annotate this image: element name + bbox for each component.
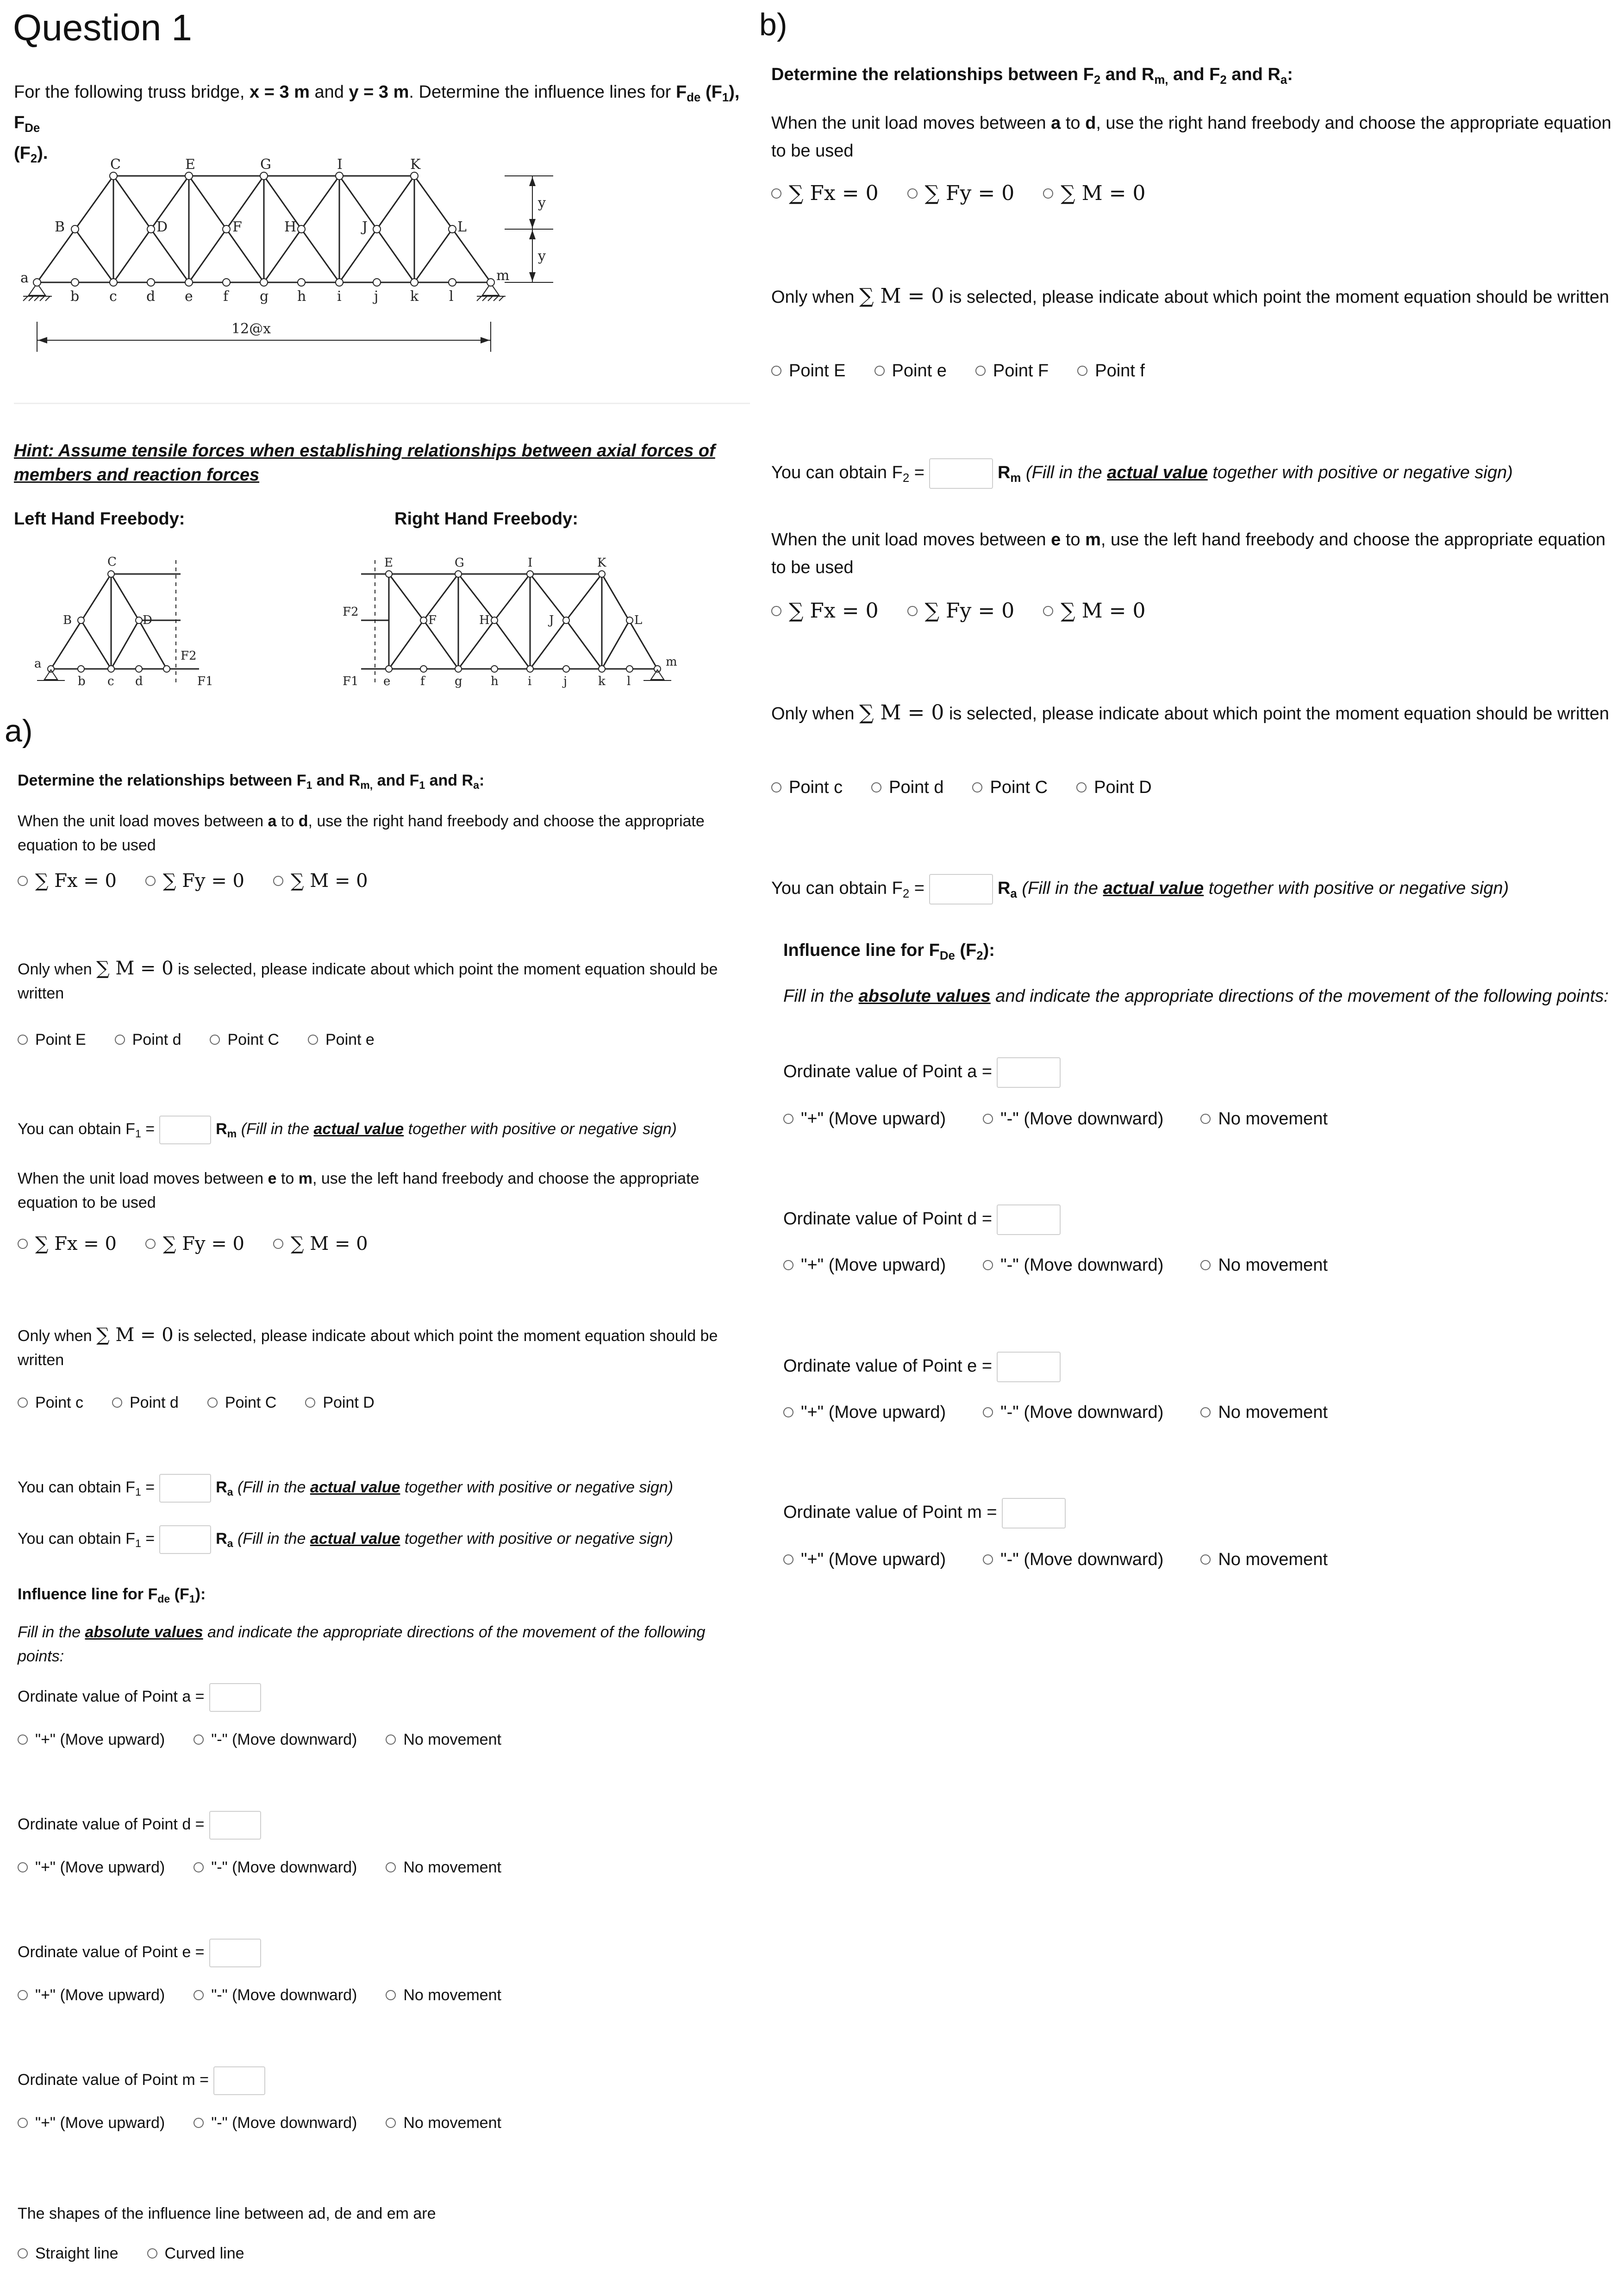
fb-right-label-G: G — [455, 556, 464, 570]
fb-left-label-b: b — [78, 674, 86, 688]
eq-option-sum-m[interactable]: ∑ M = 0 — [273, 870, 368, 892]
dimension-y-lower: y — [538, 248, 546, 264]
part-b-direction-m — [783, 1547, 1356, 1572]
joint-label-c: c — [109, 288, 117, 305]
joint-label-H: H — [284, 219, 297, 235]
radio-circle[interactable] — [1076, 782, 1087, 792]
eq-option-sum-fx[interactable]: ∑ Fx = 0 — [771, 181, 879, 205]
part-b-il-heading: Influence line for $F_{De}$ $(F_2)$: — [783, 941, 995, 962]
no-movement-option[interactable]: No movement — [1200, 1253, 1328, 1278]
part-a-direction-e — [18, 1983, 530, 2007]
radio-circle[interactable] — [18, 1990, 28, 2000]
fb-right-label-f1: F1 — [343, 674, 359, 688]
radio-circle[interactable] — [273, 1239, 283, 1249]
radio-circle[interactable] — [783, 1554, 793, 1565]
point-option-C[interactable]: Point C — [972, 775, 1048, 800]
right-freebody-label: Right Hand Freebody: — [394, 509, 578, 529]
part-b-obtain-1: You can obtain $F_2 = R_m$ (Fill in the actual value together with positive or negative sign) — [771, 458, 1513, 491]
part-b-points-2 — [771, 775, 1181, 800]
part-b-direction-a — [783, 1106, 1356, 1131]
part-b-heading: Determine the relationships between $F_2$ and $R_{m,}$ and $F_2$ and $R_a$: — [771, 65, 1293, 87]
radio-circle[interactable] — [783, 1114, 793, 1124]
radio-circle[interactable] — [771, 366, 781, 376]
joint-label-g: g — [260, 288, 269, 305]
no-movement-option[interactable]: No movement — [1200, 1106, 1328, 1131]
part-b-q2-text: When the unit load moves between e to m, use the left hand freebody and choose the appropriate equation to be used — [771, 530, 1606, 577]
fb-right-label-f2: F2 — [343, 605, 359, 619]
radio-circle[interactable] — [771, 782, 781, 792]
joint-label-G: G — [260, 156, 271, 173]
direction-up-option[interactable]: "+" (Move upward) — [18, 1983, 165, 2007]
direction-down-option[interactable]: "-" (Move downward) — [983, 1106, 1163, 1131]
part-a-heading: Determine the relationships between $F_1$ and $R_{m,}$ and $F_1$ and $R_a$: — [18, 772, 485, 791]
point-option-F[interactable]: Point F — [975, 358, 1049, 383]
direction-up-option[interactable]: "+" (Move upward) — [18, 2111, 165, 2135]
eq-option-sum-m[interactable]: ∑ M = 0 — [1043, 599, 1145, 623]
part-a-ordinate-e: Ordinate value of Point e = — [18, 1939, 266, 1967]
part-b-q1-text: When the unit load moves between a to d, use the right hand freebody and choose the appropriate equation to be used — [771, 113, 1612, 161]
radio-circle[interactable] — [145, 1239, 156, 1249]
part-b-only-when-text-1: Only when ∑ M = 0 is selected, please indicate about which point the moment equation should be written — [771, 284, 1609, 308]
radio-circle[interactable] — [983, 1407, 993, 1417]
part-a-q1-text: When the unit load moves between a to d, use the right hand freebody and choose the appropriate equation to be used — [18, 812, 705, 854]
radio-circle[interactable] — [1043, 606, 1053, 616]
fb-left-label-C: C — [107, 555, 117, 569]
part-b-q2-equations — [771, 599, 1174, 623]
part-a-only-when-text-2: Only when ∑ M = 0 is selected, please indicate about which point the moment equation should be written — [18, 1324, 718, 1369]
fb-right-label-j: j — [563, 674, 568, 688]
direction-down-option[interactable]: "-" (Move downward) — [983, 1547, 1163, 1572]
point-option-d[interactable]: Point d — [112, 1391, 179, 1415]
part-a-direction-m — [18, 2111, 530, 2135]
point-option-C[interactable]: Point C — [207, 1391, 277, 1415]
eq-option-sum-m[interactable]: ∑ M = 0 — [273, 1233, 368, 1254]
point-option-C[interactable]: Point C — [210, 1028, 279, 1052]
joint-label-k: k — [410, 288, 419, 305]
radio-circle[interactable] — [1200, 1114, 1211, 1124]
fb-right-label-J: J — [549, 613, 554, 627]
joint-label-b: b — [70, 288, 80, 305]
radio-circle[interactable] — [907, 606, 918, 616]
radio-circle[interactable] — [18, 1862, 28, 1872]
radio-circle[interactable] — [983, 1260, 993, 1270]
dimension-y-upper: y — [538, 195, 546, 211]
ordinate-input-a[interactable] — [997, 1057, 1061, 1088]
part-a-ordinate-m: Ordinate value of Point m = — [18, 2066, 270, 2095]
joint-label-l: l — [449, 288, 454, 305]
joint-label-m: m — [496, 268, 510, 284]
ordinate-input-d[interactable] — [997, 1204, 1061, 1235]
joint-label-a: a — [20, 270, 29, 286]
no-movement-option[interactable]: No movement — [386, 1983, 501, 2007]
fb-left-label-d: d — [135, 674, 143, 688]
fb-right-label-H: H — [479, 613, 490, 627]
radio-circle[interactable] — [210, 1035, 220, 1045]
point-option-d[interactable]: Point d — [115, 1028, 181, 1052]
no-movement-option[interactable]: No movement — [386, 1855, 501, 1879]
no-movement-option[interactable]: No movement — [386, 2111, 501, 2135]
radio-circle[interactable] — [1200, 1554, 1211, 1565]
ordinate-input-e[interactable] — [997, 1352, 1061, 1382]
part-b-ordinate-d: Ordinate value of Point d = — [783, 1204, 1065, 1235]
part-a-shape-options — [18, 2241, 273, 2265]
fb-left-label-f2: F2 — [181, 649, 197, 663]
radio-circle[interactable] — [18, 2248, 28, 2259]
joint-label-f: f — [223, 288, 229, 305]
joint-label-j: j — [374, 288, 379, 305]
fb-right-label-m: m — [666, 655, 677, 669]
radio-circle[interactable] — [1200, 1260, 1211, 1270]
joint-label-E: E — [185, 156, 195, 173]
fb-right-label-e: e — [383, 674, 391, 688]
radio-circle[interactable] — [145, 876, 156, 886]
point-option-E[interactable]: Point E — [18, 1028, 86, 1052]
part-b-q1-equations — [771, 181, 1174, 205]
fb-left-label-f1: F1 — [197, 674, 213, 688]
joint-label-h: h — [297, 288, 306, 305]
radio-circle[interactable] — [18, 1035, 28, 1045]
radio-circle[interactable] — [771, 188, 781, 199]
right-freebody-diagram — [333, 546, 731, 704]
point-option-c[interactable]: Point c — [18, 1391, 83, 1415]
part-a-label: a) — [5, 713, 33, 749]
part-a-abs-instructions: Fill in the absolute values and indicate the appropriate directions of the movement of the following points: — [18, 1623, 706, 1665]
radio-circle[interactable] — [386, 2118, 396, 2128]
no-movement-option[interactable]: No movement — [386, 1728, 501, 1752]
joint-label-D: D — [156, 219, 168, 235]
question-intro: For the following truss bridge, x = 3 m and y = 3 m. Determine the influence lines for $F_{de}$ $(F_1)$, $F_{De}$ $(F_2)$. — [14, 82, 740, 165]
divider — [14, 403, 750, 404]
point-option-E[interactable]: Point E — [771, 358, 846, 383]
hint-text: Hint: Assume tensile forces when establishing relationships between axial forces of members and reaction forces — [14, 441, 715, 485]
direction-down-option[interactable]: "-" (Move downward) — [194, 2111, 357, 2135]
no-movement-option[interactable]: No movement — [1200, 1400, 1328, 1425]
fb-right-label-g: g — [455, 674, 462, 688]
direction-up-option[interactable]: "+" (Move upward) — [783, 1400, 946, 1425]
radio-circle[interactable] — [194, 1734, 204, 1745]
fb-left-label-c: c — [107, 674, 114, 688]
radio-circle[interactable] — [386, 1990, 396, 2000]
radio-circle[interactable] — [1043, 188, 1053, 199]
no-movement-option[interactable]: No movement — [1200, 1547, 1328, 1572]
joint-label-B: B — [55, 219, 65, 235]
joint-label-F: F — [232, 219, 242, 235]
direction-up-option[interactable]: "+" (Move upward) — [18, 1728, 165, 1752]
fb-right-label-F: F — [428, 613, 437, 627]
joint-label-J: J — [362, 219, 368, 235]
part-a-only-when-text-1: Only when ∑ M = 0 is selected, please indicate about which point the moment equation should be written — [18, 958, 718, 1002]
radio-circle[interactable] — [147, 2248, 157, 2259]
part-b-only-when-text-2: Only when ∑ M = 0 is selected, please indicate about which point the moment equation should be written — [771, 701, 1609, 724]
radio-circle[interactable] — [115, 1035, 125, 1045]
part-b-direction-d — [783, 1253, 1356, 1278]
point-option-e[interactable]: Point e — [308, 1028, 375, 1052]
radio-circle[interactable] — [871, 782, 881, 792]
ordinate-input-d[interactable] — [209, 1811, 261, 1840]
part-a-ordinate-d: Ordinate value of Point d = — [18, 1811, 266, 1840]
point-option-d[interactable]: Point d — [871, 775, 943, 800]
answer-input-f1-ra-1[interactable] — [159, 1474, 211, 1503]
eq-option-sum-m[interactable]: ∑ M = 0 — [1043, 181, 1145, 205]
ordinate-input-a[interactable] — [209, 1683, 261, 1712]
radio-circle[interactable] — [18, 2118, 28, 2128]
part-a-il-heading: Influence line for $F_{de}$ $(F_1)$: — [18, 1585, 206, 1605]
joint-label-d: d — [146, 288, 156, 305]
part-b-ordinate-m: Ordinate value of Point m = — [783, 1498, 1070, 1529]
point-option-f[interactable]: Point f — [1077, 358, 1145, 383]
fb-left-label-a: a — [34, 657, 42, 671]
ordinate-input-m[interactable] — [213, 2066, 265, 2095]
part-a-obtain-3: You can obtain $F_1 = R_a$ (Fill in the actual value together with positive or negative sign) — [18, 1525, 673, 1555]
direction-down-option[interactable]: "-" (Move downward) — [983, 1400, 1163, 1425]
eq-option-sum-fy[interactable]: ∑ Fy = 0 — [145, 1233, 244, 1254]
radio-circle[interactable] — [18, 1239, 28, 1249]
radio-circle[interactable] — [18, 1398, 28, 1408]
eq-option-sum-fy[interactable]: ∑ Fy = 0 — [907, 599, 1015, 623]
part-b-ordinate-e: Ordinate value of Point e = — [783, 1352, 1065, 1382]
fb-right-label-i: i — [528, 674, 532, 688]
part-a-points-1 — [18, 1028, 403, 1052]
radio-circle[interactable] — [194, 1862, 204, 1872]
radio-circle[interactable] — [386, 1862, 396, 1872]
fb-left-label-B: B — [63, 613, 72, 627]
direction-up-option[interactable]: "+" (Move upward) — [18, 1855, 165, 1879]
span-dimension-label: 12@x — [231, 321, 271, 337]
radio-circle[interactable] — [975, 366, 986, 376]
radio-circle[interactable] — [1077, 366, 1087, 376]
radio-circle[interactable] — [983, 1554, 993, 1565]
curved-line-option[interactable]: Curved line — [147, 2241, 244, 2265]
eq-option-sum-fx[interactable]: ∑ Fx = 0 — [18, 870, 117, 892]
point-option-D[interactable]: Point D — [1076, 775, 1152, 800]
direction-down-option[interactable]: "-" (Move downward) — [194, 1855, 357, 1879]
radio-circle[interactable] — [207, 1398, 218, 1408]
part-a-direction-a — [18, 1728, 530, 1752]
direction-up-option[interactable]: "+" (Move upward) — [783, 1547, 946, 1572]
part-b-label: b) — [759, 7, 787, 42]
question-title: Question 1 — [13, 7, 192, 48]
part-b-abs-instructions: Fill in the absolute values and indicate the appropriate directions of the movement of the following points: — [783, 986, 1609, 1006]
radio-circle[interactable] — [907, 188, 918, 199]
direction-down-option[interactable]: "-" (Move downward) — [194, 1983, 357, 2007]
joint-label-L: L — [457, 219, 467, 235]
part-a-obtain-1: You can obtain $F_1 = R_m$ (Fill in the actual value together with positive or negative sign) — [18, 1116, 677, 1146]
joint-label-C: C — [110, 156, 121, 173]
ordinate-input-e[interactable] — [209, 1939, 261, 1967]
part-b-points-1 — [771, 358, 1174, 383]
part-b-ordinate-a: Ordinate value of Point a = — [783, 1057, 1065, 1088]
fb-right-label-I: I — [528, 556, 533, 570]
fb-right-label-k: k — [598, 674, 606, 688]
truss-bridge-diagram — [9, 148, 560, 361]
straight-line-option[interactable]: Straight line — [18, 2241, 119, 2265]
fb-right-label-l: l — [627, 674, 631, 688]
part-a-q1-equations — [18, 870, 397, 892]
radio-circle[interactable] — [18, 876, 28, 886]
radio-circle[interactable] — [112, 1398, 122, 1408]
eq-option-sum-fx[interactable]: ∑ Fx = 0 — [771, 599, 879, 623]
point-option-c[interactable]: Point c — [771, 775, 843, 800]
part-a-obtain-2: You can obtain $F_1 = R_a$ (Fill in the actual value together with positive or negative sign) — [18, 1474, 673, 1504]
radio-circle[interactable] — [194, 1990, 204, 2000]
eq-option-sum-fx[interactable]: ∑ Fx = 0 — [18, 1233, 117, 1254]
left-freebody-diagram — [28, 546, 241, 704]
part-a-direction-d — [18, 1855, 530, 1879]
radio-circle[interactable] — [18, 1734, 28, 1745]
radio-circle[interactable] — [1200, 1407, 1211, 1417]
joint-label-I: I — [337, 156, 343, 173]
joint-label-i: i — [337, 288, 342, 305]
answer-input-f2-ra[interactable] — [929, 874, 993, 905]
fb-right-label-E: E — [384, 556, 393, 570]
radio-circle[interactable] — [874, 366, 885, 376]
direction-up-option[interactable]: "+" (Move upward) — [783, 1253, 946, 1278]
fb-right-label-f: f — [420, 674, 425, 688]
eq-option-sum-fy[interactable]: ∑ Fy = 0 — [907, 181, 1015, 205]
direction-down-option[interactable]: "-" (Move downward) — [194, 1728, 357, 1752]
radio-circle[interactable] — [983, 1114, 993, 1124]
radio-circle[interactable] — [771, 606, 781, 616]
radio-circle[interactable] — [783, 1260, 793, 1270]
part-b-obtain-2: You can obtain $F_2 = R_a$ (Fill in the actual value together with positive or negative sign) — [771, 874, 1509, 906]
direction-down-option[interactable]: "-" (Move downward) — [983, 1253, 1163, 1278]
radio-circle[interactable] — [273, 876, 283, 886]
answer-input-f2-rm[interactable] — [929, 458, 993, 489]
radio-circle[interactable] — [386, 1734, 396, 1745]
point-option-e[interactable]: Point e — [874, 358, 947, 383]
part-a-ordinate-a: Ordinate value of Point a = — [18, 1683, 266, 1712]
joint-label-K: K — [410, 156, 421, 173]
answer-input-f1-ra-2[interactable] — [159, 1525, 211, 1554]
fb-right-label-L: L — [634, 613, 643, 627]
part-a-shape-question: The shapes of the influence line between ad, de and em are — [18, 2205, 436, 2222]
part-a-q2-equations — [18, 1233, 397, 1254]
radio-circle[interactable] — [194, 2118, 204, 2128]
left-freebody-label: Left Hand Freebody: — [14, 509, 185, 529]
fb-right-label-K: K — [597, 556, 606, 570]
direction-up-option[interactable]: "+" (Move upward) — [783, 1106, 946, 1131]
radio-circle[interactable] — [783, 1407, 793, 1417]
radio-circle[interactable] — [972, 782, 982, 792]
eq-option-sum-fy[interactable]: ∑ Fy = 0 — [145, 870, 244, 892]
fb-right-label-h: h — [491, 674, 499, 688]
joint-label-e: e — [185, 288, 193, 305]
part-a-points-2 — [18, 1391, 403, 1415]
answer-input-f1-rm[interactable] — [159, 1116, 211, 1144]
radio-circle[interactable] — [305, 1398, 315, 1408]
ordinate-input-m[interactable] — [1002, 1498, 1066, 1529]
fb-left-label-D: D — [143, 613, 152, 627]
radio-circle[interactable] — [308, 1035, 318, 1045]
point-option-D[interactable]: Point D — [305, 1391, 375, 1415]
part-b-direction-e — [783, 1400, 1356, 1425]
part-a-q2-text: When the unit load moves between e to m, use the left hand freebody and choose the appropriate equation to be used — [18, 1170, 700, 1211]
